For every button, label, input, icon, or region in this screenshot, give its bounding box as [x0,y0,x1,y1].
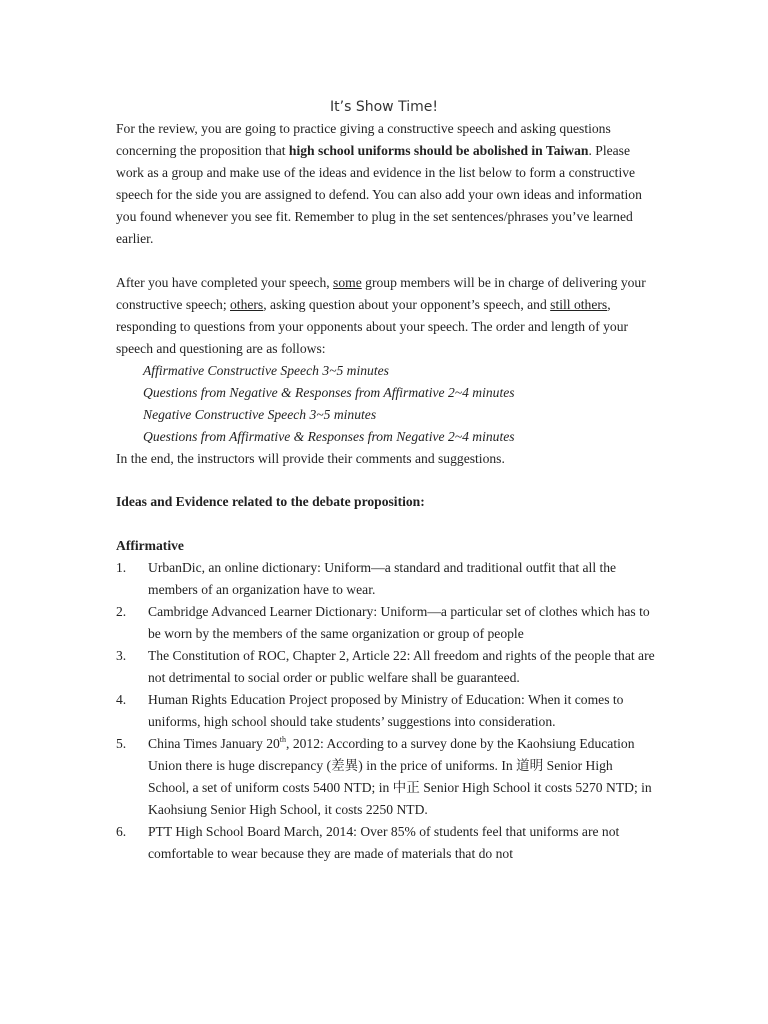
item-number: 2. [116,604,127,619]
item-text: Cambridge Advanced Learner Dictionary: Uniform—a particular set of clothes which has to be worn by the members of the same organization or group of people [148,604,650,641]
evidence-list [116,557,656,865]
ideas-section [116,491,656,513]
affirmative-section [116,535,656,865]
schedule-item: Questions from Negative & Responses from Affirmative 2~4 minutes [143,385,515,400]
intro-text: For the review, you are going to practice giving a constructive speech and asking questions concerning the proposition that [116,121,611,158]
affirmative-heading: Affirmative [116,538,184,553]
evidence-item [116,645,656,689]
roles-text: After you have completed your speech, [116,275,334,290]
roles-text: , asking question about your opponent’s speech, and [263,297,551,312]
roles-text: , responding to questions from your opponents about your speech. The order and length of your speech and questioning are as follows: [116,297,629,356]
item-number: 4. [116,692,127,707]
item-number: 1. [116,560,127,575]
evidence-item [116,557,656,601]
underlined-some: some [333,275,362,290]
item-text: UrbanDic, an online dictionary: Uniform—a standard and traditional outfit that all the members of an organization have to wear. [148,560,617,597]
roles-paragraph [116,272,656,470]
closing-text: In the end, the instructors will provide their comments and suggestions. [116,451,505,466]
item-text: , 2012: According to a survey done by the Kaohsiung Education Union there is huge discrepancy (差異) in the price of uniforms. In 道明 Senior High School, a set of uniform costs 5400 NTD; in 中正 Senior High School it costs 5270 NTD; in Kaohsiung Senior High School, it costs 2250 NTD. [148,736,652,817]
ordinal-suffix: th [279,735,287,744]
item-text: China Times January 20 [148,736,280,751]
item-number: 5. [116,736,127,751]
item-text: The Constitution of ROC, Chapter 2, Article 22: All freedom and rights of the people that are not detrimental to social order or public welfare shall be guaranteed. [148,648,655,685]
intro-text-continued: . Please work as a group and make use of the ideas and evidence in the list below to form a constructive speech for the side you are assigned to defend. You can also add your own ideas and information you found whenever you see fit. Remember to plug in the set sentences/phrases you’ve learned earlier. [116,143,642,246]
item-number: 3. [116,648,127,663]
ideas-heading: Ideas and Evidence related to the debate proposition: [116,494,425,509]
evidence-item [116,601,656,645]
underlined-still-others: still others [550,297,608,312]
schedule-list [116,360,656,448]
proposition-text: high school uniforms should be abolished in Taiwan [288,143,589,158]
schedule-item: Questions from Affirmative & Responses from Negative 2~4 minutes [143,429,515,444]
schedule-item: Affirmative Constructive Speech 3~5 minutes [143,363,389,378]
underlined-others: others [230,297,264,312]
evidence-item [116,689,656,733]
evidence-item [116,733,656,821]
evidence-item [116,821,656,865]
roles-text: group members will be in charge of delivering your constructive speech; [116,275,646,312]
schedule-item: Negative Constructive Speech 3~5 minutes [143,407,377,422]
intro-paragraph [116,118,656,250]
item-text: PTT High School Board March, 2014: Over 85% of students feel that uniforms are not comfortable to wear because they are made of materials that do not [148,824,620,861]
page-title: It’s Show Time! [330,99,438,115]
item-text: Human Rights Education Project proposed by Ministry of Education: When it comes to uniforms, high school should take students’ suggestions into consideration. [148,692,624,729]
item-number: 6. [116,824,127,839]
